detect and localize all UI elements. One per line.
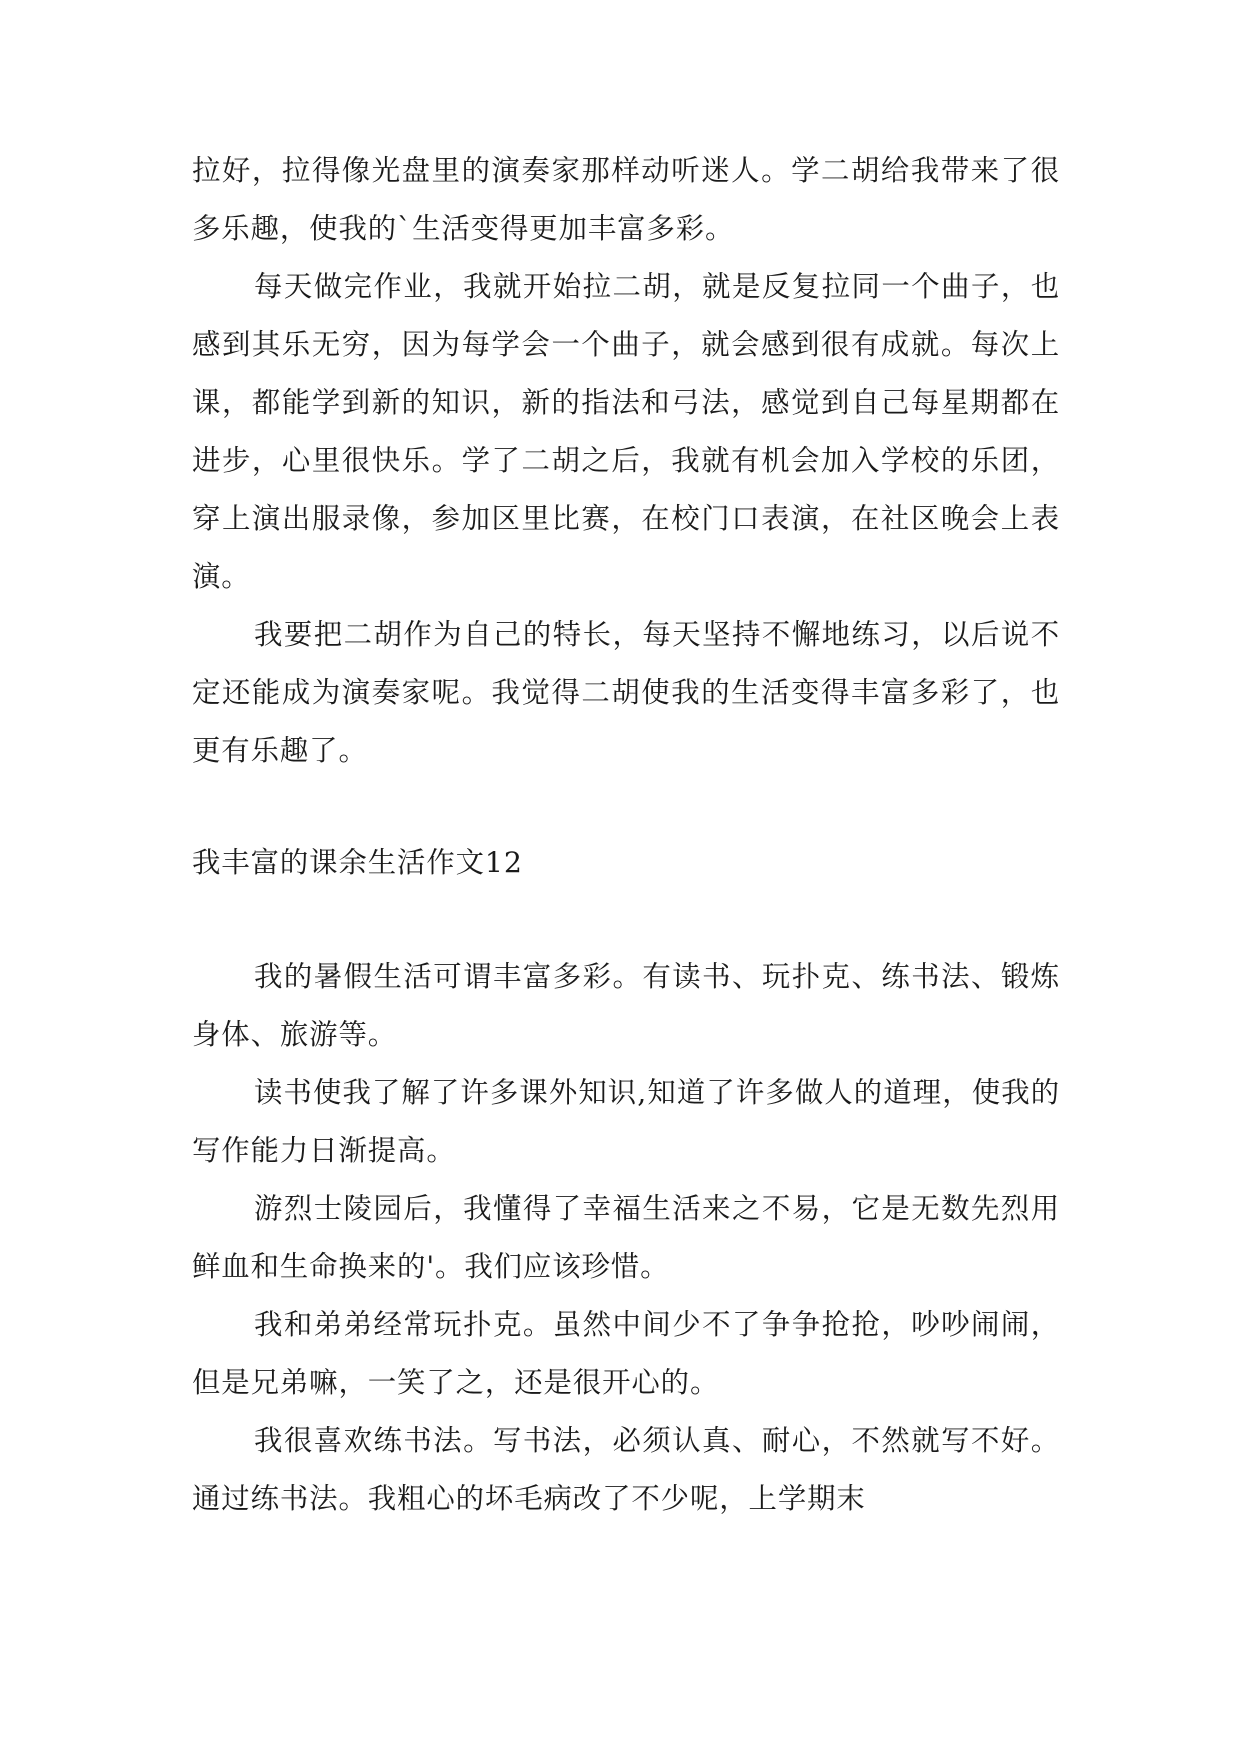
paragraph: 读书使我了解了许多课外知识,知道了许多做人的道理，使我的写作能力日渐提高。 [192,1076,1060,1167]
paragraph-continuation: 拉好，拉得像光盘里的演奏家那样动听迷人。学二胡给我带来了很多乐趣，使我的`生活变得更加丰富多彩。 [192,154,1060,245]
paragraph: 我和弟弟经常玩扑克。虽然中间少不了争争抢抢，吵吵闹闹，但是兄弟嘛，一笑了之，还是很开心的。 [192,1308,1060,1399]
paragraph: 游烈士陵园后，我懂得了幸福生活来之不易，它是无数先烈用鲜血和生命换来的'。我们应该珍惜。 [192,1192,1060,1283]
paragraph: 我很喜欢练书法。写书法，必须认真、耐心，不然就写不好。通过练书法。我粗心的坏毛病改了不少呢，上学期末 [192,1424,1060,1515]
document-body [192,142,1060,1528]
section-heading: 我丰富的课余生活作文12 [192,846,523,879]
paragraph: 我要把二胡作为自己的特长，每天坚持不懈地练习，以后说不定还能成为演奏家呢。我觉得二胡使我的生活变得丰富多彩了，也更有乐趣了。 [192,618,1060,767]
paragraph: 每天做完作业，我就开始拉二胡，就是反复拉同一个曲子，也感到其乐无穷，因为每学会一个曲子，就会感到很有成就。每次上课，都能学到新的知识，新的指法和弓法，感觉到自己每星期都在进步，心里很快乐。学了二胡之后，我就有机会加入学校的乐团，穿上演出服录像，参加区里比赛，在校门口表演，在社区晚会上表演。 [192,270,1060,593]
paragraph: 我的暑假生活可谓丰富多彩。有读书、玩扑克、练书法、锻炼身体、旅游等。 [192,960,1060,1051]
